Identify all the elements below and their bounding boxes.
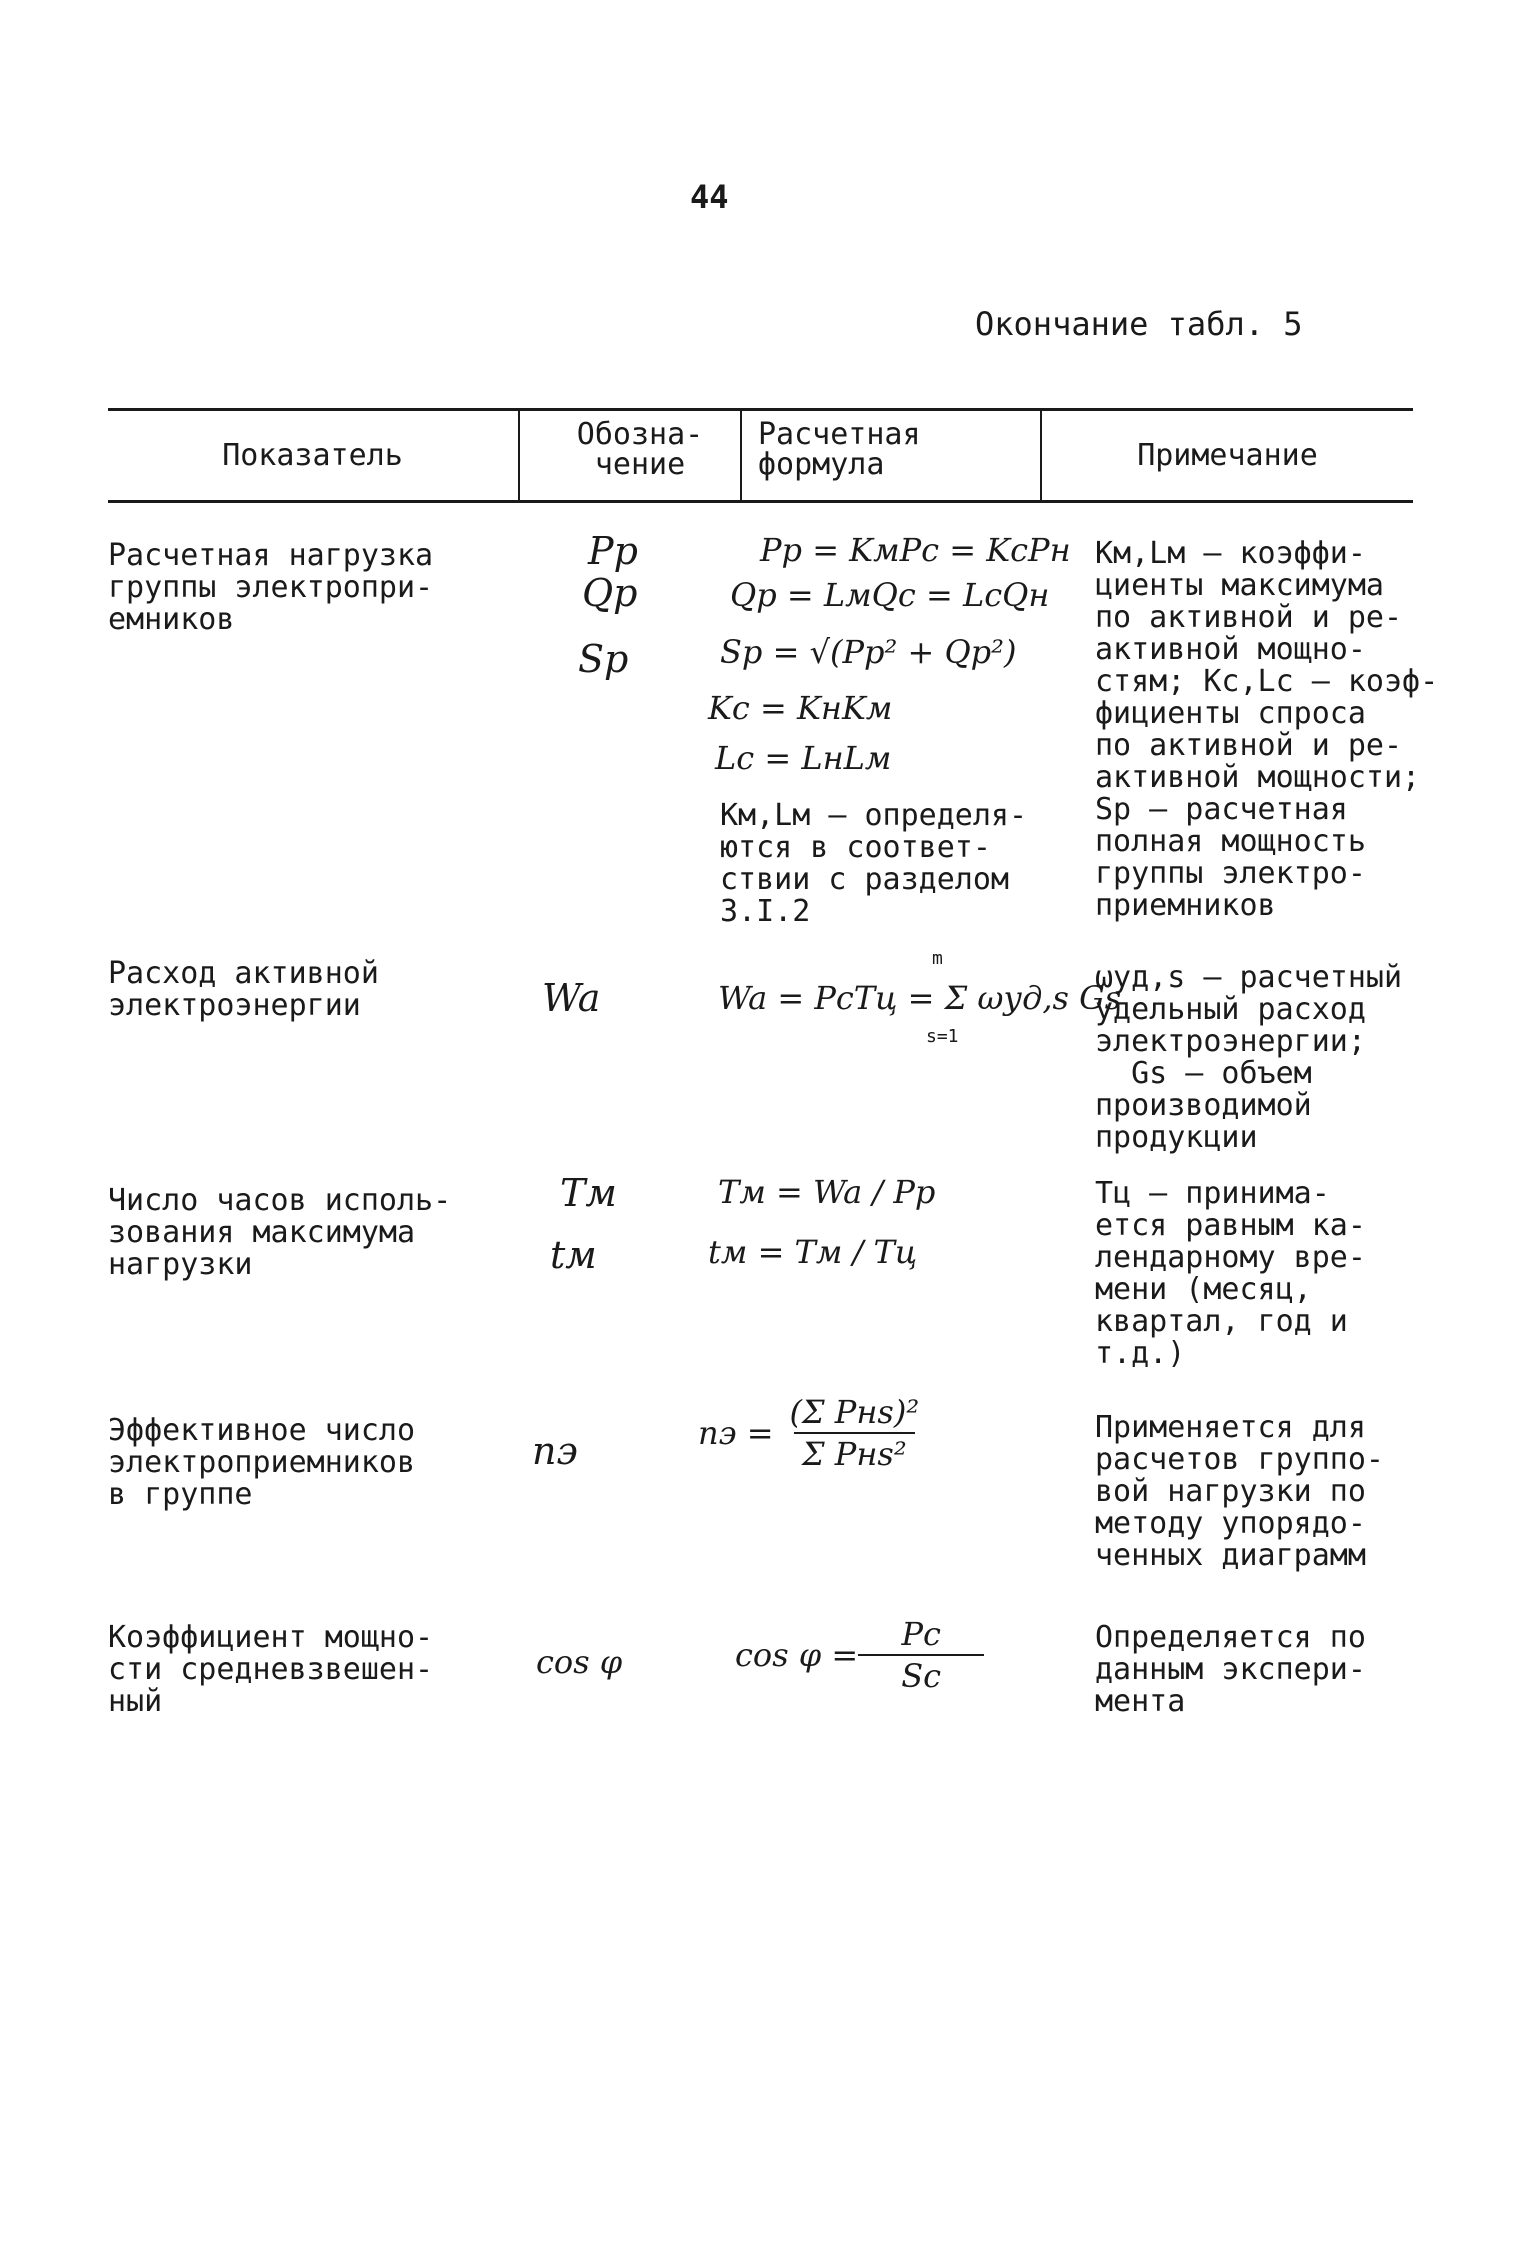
row2-indicator: Расход активной электроэнергии	[108, 956, 379, 1023]
row5-indicator: Коэффициент мощно- сти средневзвешен- ный	[108, 1620, 434, 1719]
page-number: 44	[690, 178, 729, 216]
row5-note: Определяется по данным экспери- мента	[1095, 1620, 1366, 1719]
row4-note: Применяется для расчетов группо- вой нагрузки по методу упорядо- ченных диаграмм	[1095, 1410, 1384, 1573]
row4-designation: nэ	[532, 1429, 578, 1473]
row2-sum-lower: s=1	[926, 1026, 959, 1047]
row2-note: ωуд,s – расчетный удельный расход электроэнергии; Gs – объем производимой продукции	[1095, 960, 1403, 1155]
row1-indicator: Расчетная нагрузка группы электропри- емников	[108, 538, 434, 637]
row2-sum-upper: m	[932, 948, 943, 969]
row5-formula-fraction	[866, 1614, 976, 1696]
row4-indicator: Эффективное число электроприемников в группе	[108, 1413, 416, 1512]
header-designation: Обозна- чение	[576, 417, 704, 482]
row4-formula-numerator: (Σ Pнs)²	[789, 1393, 920, 1431]
row1-formula-note: Kм,Lм – определя- ются в соответ- ствии с разделом 3.I.2	[720, 798, 1028, 929]
header-divider-1	[518, 410, 520, 500]
row1-formula-4: Kc = KнKм	[708, 689, 893, 727]
row1-formula-2: Qp = LмQc = LcQн	[730, 576, 1050, 614]
header-indicator: Показатель	[222, 438, 403, 473]
row3-formula-2: tм = Tм / Tц	[708, 1233, 918, 1271]
row2-designation: Wa	[542, 976, 601, 1020]
row3-designation-tm: Tм	[560, 1171, 617, 1215]
row1-formula-5: Lc = LнLм	[715, 739, 892, 777]
row2-formula: Wa = PcTц = Σ ωуд,s Gs	[718, 979, 1122, 1017]
row4-formula-lhs: nэ =	[698, 1414, 774, 1452]
table-caption: Окончание табл. 5	[975, 305, 1303, 343]
row5-formula-lhs: cos φ =	[735, 1636, 859, 1674]
table-top-rule	[108, 408, 1413, 411]
row3-designation-tm-lower: tм	[550, 1233, 597, 1277]
row1-formula-3: Sp = √(Pp² + Qp²)	[720, 633, 1017, 671]
row5-formula-denominator: Sc	[858, 1654, 984, 1696]
header-formula: Расчетная формула	[758, 417, 921, 482]
row5-formula-numerator: Pc	[901, 1615, 941, 1653]
header-divider-2	[740, 410, 742, 500]
row4-formula	[698, 1392, 927, 1474]
row1-designation-sp: Sp	[578, 637, 629, 681]
table-header-rule	[108, 500, 1413, 503]
row1-designation-pp: Pp	[588, 529, 638, 573]
header-divider-3	[1040, 410, 1042, 500]
row1-designation-qp: Qp	[582, 571, 638, 615]
row3-formula-1: Tм = Wa / Pp	[718, 1173, 936, 1211]
row3-note: Tц – принима- ется равным ка- лендарному вре- мени (месяц, квартал, год и т.д.)	[1095, 1176, 1366, 1371]
row5-designation: cos φ	[536, 1643, 623, 1681]
row4-formula-denominator: Σ Pнs²	[794, 1432, 915, 1474]
header-note: Примечание	[1137, 438, 1318, 473]
row3-indicator: Число часов исполь- зования максимума нагрузки	[108, 1183, 452, 1282]
row1-formula-1: Pp = KмPc = KcPн	[760, 531, 1071, 569]
row5-formula	[735, 1614, 976, 1696]
row1-note: Kм,Lм – коэффи- циенты максимума по активной и ре- активной мощно- стям; Kc,Lc – коэф- фициенты спроса по активной и ре- активной мощности; Sp – расчетная полная мощность группы электро- приемников	[1095, 536, 1439, 923]
row4-formula-fraction	[782, 1392, 928, 1474]
